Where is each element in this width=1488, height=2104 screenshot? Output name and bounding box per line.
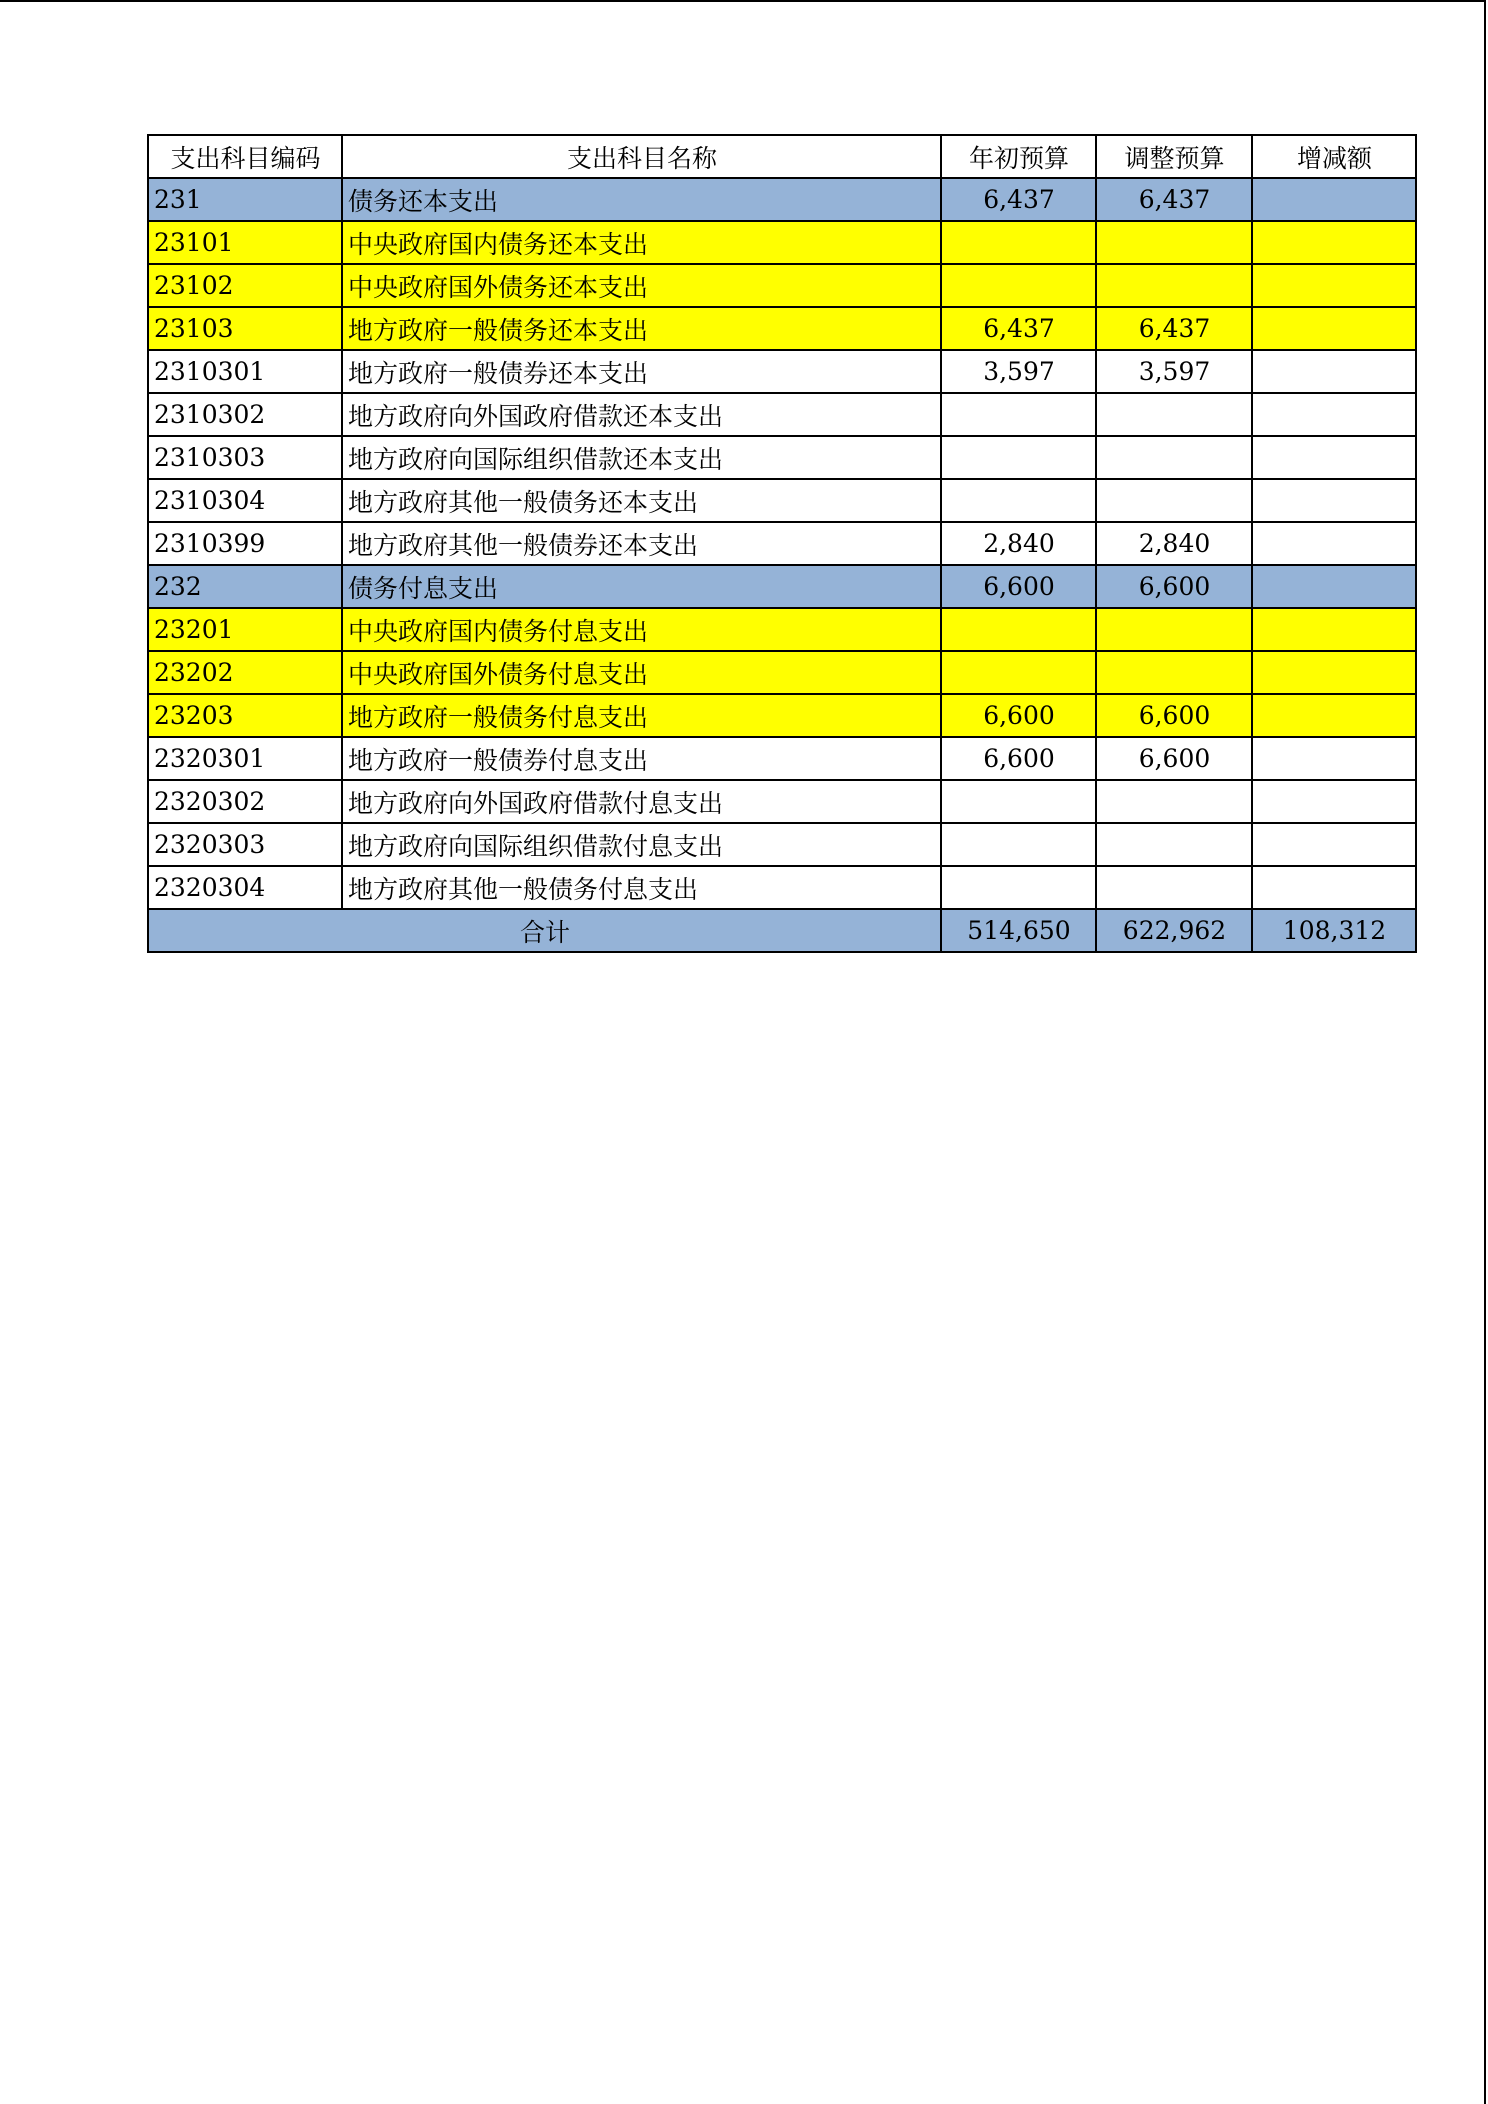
cell-initial-budget	[941, 866, 1096, 909]
cell-initial-budget	[941, 264, 1096, 307]
header-name: 支出科目名称	[342, 135, 941, 178]
cell-name: 地方政府一般债务还本支出	[342, 307, 941, 350]
cell-adjusted-budget	[1096, 780, 1252, 823]
cell-change	[1252, 651, 1416, 694]
cell-adjusted-budget: 2,840	[1096, 522, 1252, 565]
cell-initial-budget: 6,600	[941, 565, 1096, 608]
cell-change	[1252, 565, 1416, 608]
table-body	[148, 178, 1416, 909]
cell-name: 地方政府一般债券付息支出	[342, 737, 941, 780]
cell-change	[1252, 436, 1416, 479]
cell-initial-budget	[941, 221, 1096, 264]
table-row	[148, 608, 1416, 651]
table-row	[148, 866, 1416, 909]
cell-name: 中央政府国内债务付息支出	[342, 608, 941, 651]
cell-name: 地方政府一般债务付息支出	[342, 694, 941, 737]
cell-adjusted-budget	[1096, 823, 1252, 866]
cell-initial-budget	[941, 393, 1096, 436]
budget-table	[147, 134, 1417, 953]
cell-change	[1252, 780, 1416, 823]
total-adjusted-budget: 622,962	[1096, 909, 1252, 952]
cell-code: 23202	[148, 651, 342, 694]
table-row	[148, 823, 1416, 866]
cell-name: 地方政府其他一般债券还本支出	[342, 522, 941, 565]
cell-initial-budget	[941, 608, 1096, 651]
cell-change	[1252, 221, 1416, 264]
cell-adjusted-budget	[1096, 393, 1252, 436]
cell-adjusted-budget	[1096, 436, 1252, 479]
cell-code: 232	[148, 565, 342, 608]
cell-code: 2320302	[148, 780, 342, 823]
cell-adjusted-budget	[1096, 608, 1252, 651]
cell-code: 2320304	[148, 866, 342, 909]
cell-initial-budget: 6,600	[941, 737, 1096, 780]
table-row	[148, 737, 1416, 780]
cell-code: 2310303	[148, 436, 342, 479]
table-row	[148, 522, 1416, 565]
header-code: 支出科目编码	[148, 135, 342, 178]
total-change: 108,312	[1252, 909, 1416, 952]
cell-name: 债务付息支出	[342, 565, 941, 608]
cell-adjusted-budget: 6,437	[1096, 178, 1252, 221]
cell-name: 地方政府向外国政府借款付息支出	[342, 780, 941, 823]
cell-name: 中央政府国外债务付息支出	[342, 651, 941, 694]
cell-initial-budget	[941, 436, 1096, 479]
cell-code: 2310304	[148, 479, 342, 522]
cell-name: 地方政府其他一般债务付息支出	[342, 866, 941, 909]
cell-adjusted-budget	[1096, 479, 1252, 522]
cell-code: 2310301	[148, 350, 342, 393]
cell-adjusted-budget	[1096, 866, 1252, 909]
cell-change	[1252, 178, 1416, 221]
cell-name: 地方政府其他一般债务还本支出	[342, 479, 941, 522]
cell-name: 地方政府向国际组织借款付息支出	[342, 823, 941, 866]
cell-adjusted-budget: 6,437	[1096, 307, 1252, 350]
table-row	[148, 264, 1416, 307]
cell-initial-budget: 6,437	[941, 178, 1096, 221]
table-row	[148, 780, 1416, 823]
cell-change	[1252, 737, 1416, 780]
total-row	[148, 909, 1416, 952]
cell-change	[1252, 866, 1416, 909]
total-initial-budget: 514,650	[941, 909, 1096, 952]
table-row	[148, 307, 1416, 350]
header-change: 增减额	[1252, 135, 1416, 178]
cell-initial-budget: 6,437	[941, 307, 1096, 350]
cell-initial-budget: 3,597	[941, 350, 1096, 393]
table-row	[148, 393, 1416, 436]
cell-code: 23103	[148, 307, 342, 350]
cell-initial-budget: 2,840	[941, 522, 1096, 565]
cell-name: 中央政府国内债务还本支出	[342, 221, 941, 264]
cell-change	[1252, 694, 1416, 737]
cell-adjusted-budget: 6,600	[1096, 694, 1252, 737]
cell-code: 23201	[148, 608, 342, 651]
cell-change	[1252, 608, 1416, 651]
cell-adjusted-budget	[1096, 651, 1252, 694]
table-row	[148, 694, 1416, 737]
cell-change	[1252, 479, 1416, 522]
cell-name: 地方政府向外国政府借款还本支出	[342, 393, 941, 436]
cell-change	[1252, 393, 1416, 436]
cell-initial-budget	[941, 651, 1096, 694]
total-label: 合计	[148, 909, 941, 952]
cell-change	[1252, 307, 1416, 350]
cell-adjusted-budget	[1096, 221, 1252, 264]
cell-code: 2310302	[148, 393, 342, 436]
cell-change	[1252, 522, 1416, 565]
table-row	[148, 178, 1416, 221]
table-row	[148, 350, 1416, 393]
table-row	[148, 221, 1416, 264]
table-row	[148, 565, 1416, 608]
cell-code: 23101	[148, 221, 342, 264]
cell-name: 地方政府一般债券还本支出	[342, 350, 941, 393]
cell-change	[1252, 823, 1416, 866]
cell-code: 2320303	[148, 823, 342, 866]
cell-change	[1252, 350, 1416, 393]
cell-adjusted-budget: 3,597	[1096, 350, 1252, 393]
cell-adjusted-budget: 6,600	[1096, 565, 1252, 608]
header-initial-budget: 年初预算	[941, 135, 1096, 178]
cell-adjusted-budget	[1096, 264, 1252, 307]
cell-change	[1252, 264, 1416, 307]
table-row	[148, 651, 1416, 694]
cell-code: 23102	[148, 264, 342, 307]
cell-adjusted-budget: 6,600	[1096, 737, 1252, 780]
table-row	[148, 479, 1416, 522]
cell-code: 23203	[148, 694, 342, 737]
cell-initial-budget: 6,600	[941, 694, 1096, 737]
cell-code: 231	[148, 178, 342, 221]
cell-name: 中央政府国外债务还本支出	[342, 264, 941, 307]
table-row	[148, 436, 1416, 479]
header-adjusted-budget: 调整预算	[1096, 135, 1252, 178]
cell-initial-budget	[941, 823, 1096, 866]
header-row	[148, 135, 1416, 178]
cell-code: 2310399	[148, 522, 342, 565]
cell-name: 地方政府向国际组织借款还本支出	[342, 436, 941, 479]
cell-code: 2320301	[148, 737, 342, 780]
cell-initial-budget	[941, 780, 1096, 823]
cell-name: 债务还本支出	[342, 178, 941, 221]
cell-initial-budget	[941, 479, 1096, 522]
